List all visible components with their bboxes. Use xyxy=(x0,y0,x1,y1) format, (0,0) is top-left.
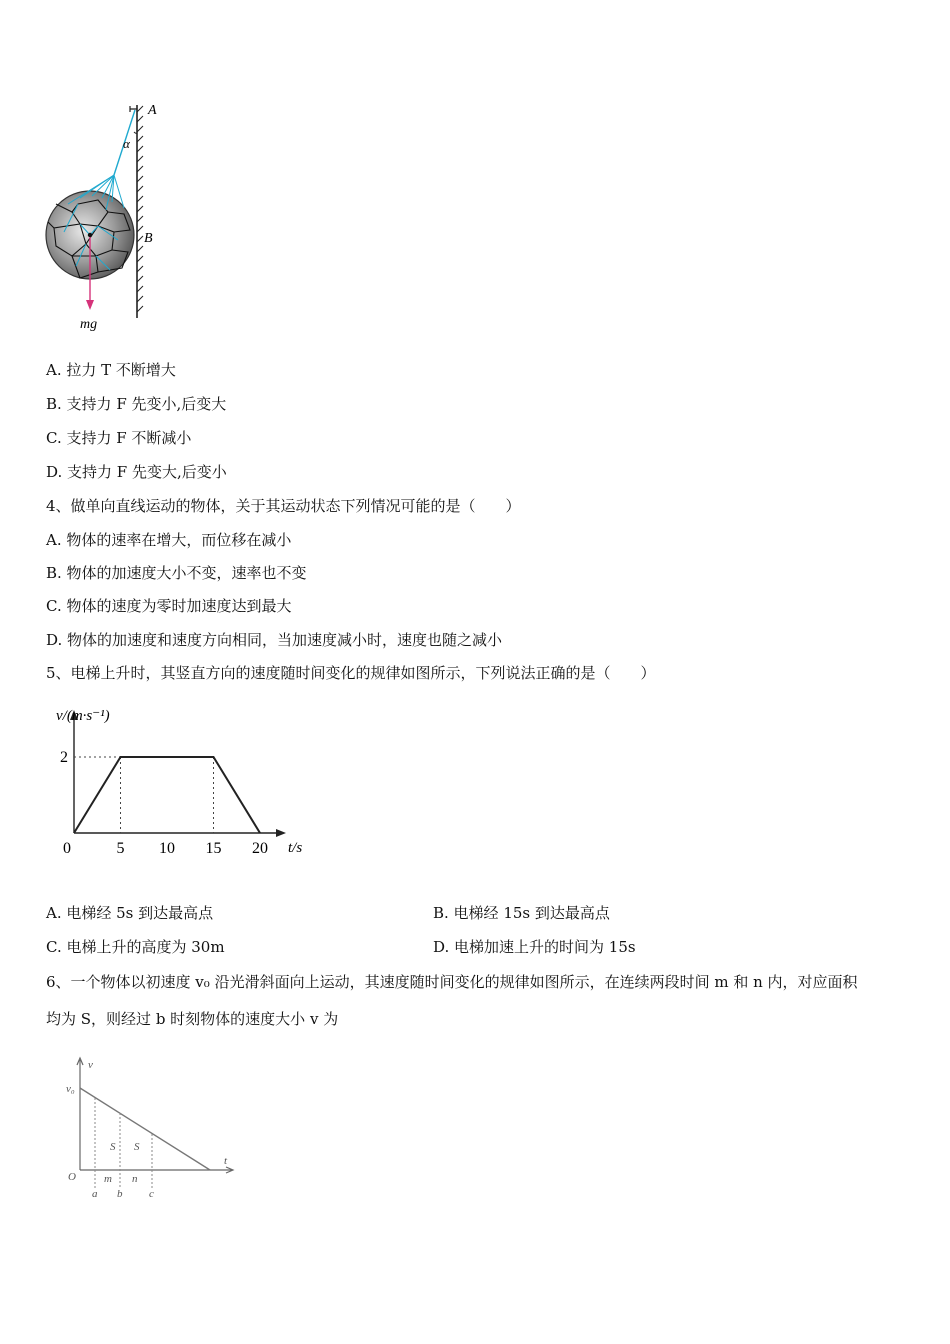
chart1-xtick-20: 20 xyxy=(252,840,268,857)
chart2-point-c: c xyxy=(149,1188,154,1200)
q5-stem: 5、电梯上升时，其竖直方向的速度随时间变化的规律如图所示，下列说法正确的是（ ） xyxy=(46,664,656,682)
chart1-xtick-10: 10 xyxy=(159,840,175,857)
q3-option-c: C. 支持力 F 不断减小 xyxy=(46,429,192,447)
chart2-velocity-line xyxy=(80,1088,210,1170)
gravity-arrowhead xyxy=(86,300,94,310)
wall-hatching xyxy=(137,106,143,312)
chart2-ylabel: v xyxy=(88,1059,93,1071)
chart2-area-label-1: S xyxy=(110,1141,116,1153)
q5-option-c: C. 电梯上升的高度为 30m xyxy=(46,938,225,956)
chart1-ylabel: v/(m·s⁻¹) xyxy=(56,708,110,724)
velocity-line xyxy=(74,757,260,833)
chart2-interval-m: m xyxy=(104,1173,112,1185)
hook xyxy=(130,106,137,112)
q6-stem-line2: 均为 S，则经过 b 时刻物体的速度大小 v 为 xyxy=(46,1010,339,1028)
ball-wall-figure xyxy=(40,100,180,335)
slope-vt-chart xyxy=(62,1052,242,1202)
elevator-vt-chart xyxy=(50,700,320,865)
chart1-ytick-2: 2 xyxy=(60,749,68,766)
q3-option-b: B. 支持力 F 先变小,后变大 xyxy=(46,395,227,413)
q5-option-b: B. 电梯经 15s 到达最高点 xyxy=(433,904,610,922)
label-B: B xyxy=(144,231,153,246)
q4-option-a: A. 物体的速率在增大，而位移在减小 xyxy=(46,531,292,549)
chart1-xtick-5: 5 xyxy=(116,840,125,857)
chart2-interval-n: n xyxy=(132,1173,138,1185)
chart2-origin-label: O xyxy=(68,1171,76,1183)
q5-option-a: A. 电梯经 5s 到达最高点 xyxy=(46,904,214,922)
q4-option-d: D. 物体的加速度和速度方向相同，当加速度减小时，速度也随之减小 xyxy=(46,631,503,649)
chart2-xlabel: t xyxy=(224,1155,228,1167)
q3-option-d: D. 支持力 F 先变大,后变小 xyxy=(46,463,227,481)
label-mg: mg xyxy=(80,317,98,332)
ball-center xyxy=(88,233,92,237)
chart1-xtick-15: 15 xyxy=(205,840,222,857)
q3-option-a: A. 拉力 T 不断增大 xyxy=(46,361,176,379)
chart1-xlabel: t/s xyxy=(288,840,303,856)
label-A: A xyxy=(148,103,157,118)
q4-option-c: C. 物体的速度为零时加速度达到最大 xyxy=(46,597,292,615)
chart1-xtick-0: 0 xyxy=(63,840,71,857)
chart2-area-label-2: S xyxy=(134,1141,140,1153)
label-alpha: α xyxy=(123,136,130,151)
chart2-point-b: b xyxy=(117,1188,123,1200)
chart1-x-arrow xyxy=(276,829,286,837)
q6-stem-line1: 6、一个物体以初速度 v₀ 沿光滑斜面向上运动，其速度随时间变化的规律如图所示，在连续两段时间 m 和 n 内，对应面积 xyxy=(46,973,858,991)
q4-stem: 4、做单向直线运动的物体，关于其运动状态下列情况可能的是（ ） xyxy=(46,497,521,515)
chart2-point-a: a xyxy=(92,1188,98,1200)
q5-option-d: D. 电梯加速上升的时间为 15s xyxy=(433,938,636,956)
chart2-v0-label: v₀ xyxy=(66,1083,75,1095)
q4-option-b: B. 物体的加速度大小不变，速率也不变 xyxy=(46,564,307,582)
